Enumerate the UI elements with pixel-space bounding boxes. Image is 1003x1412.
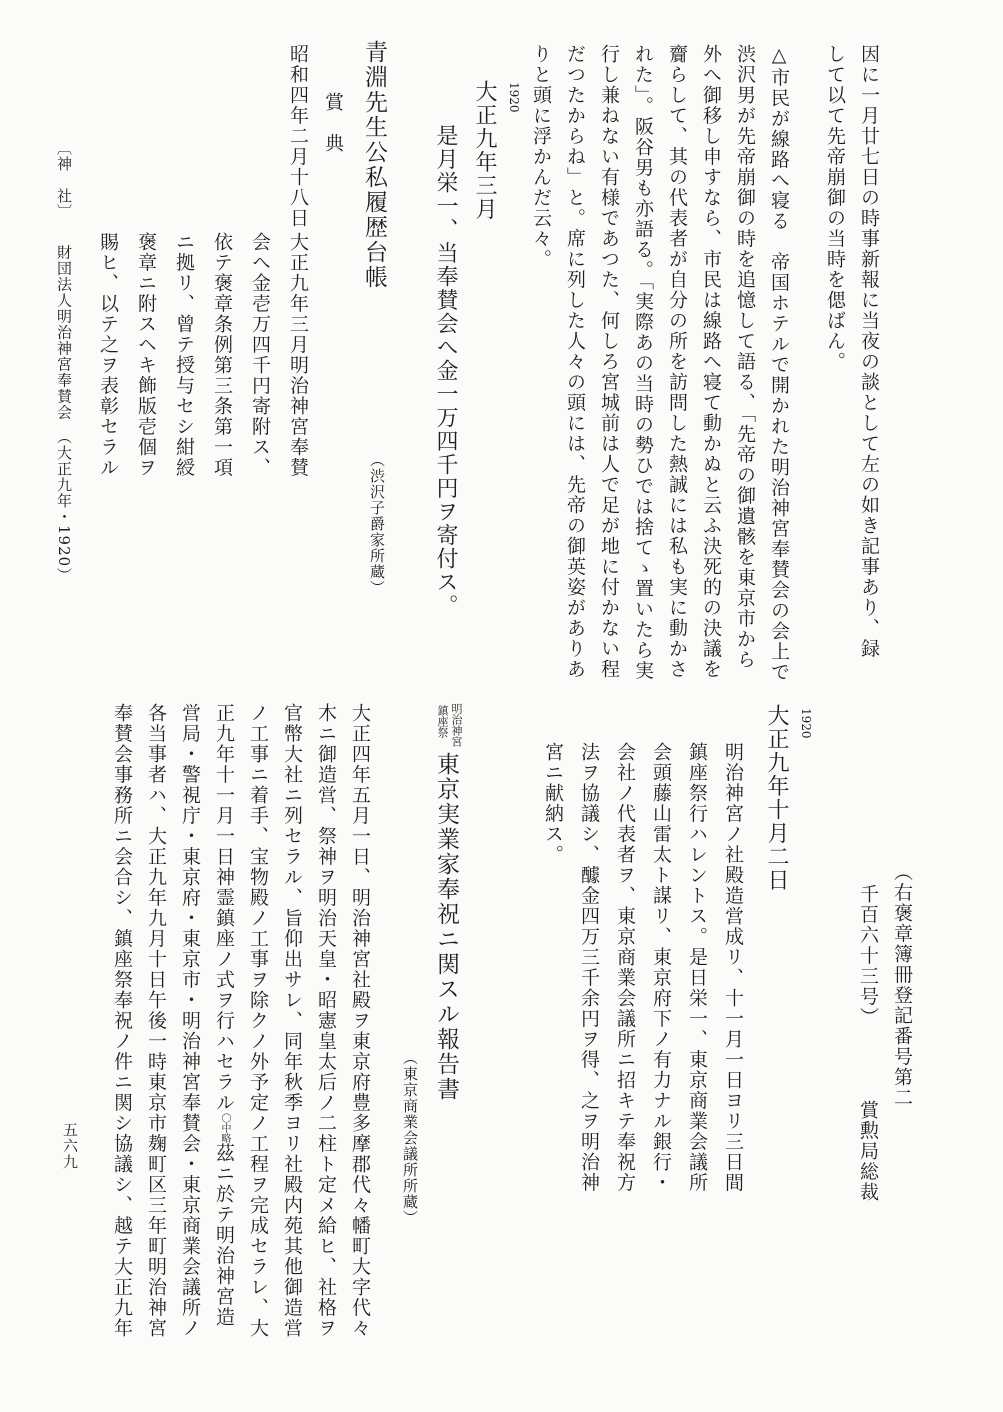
award-line-1: 大正九年三月明治神宮奉賛: [287, 232, 309, 478]
award-line-2: 会へ金壱万四千円寄附ス、: [249, 232, 271, 478]
article-line-7: だつたからね」と。席に列した人々の頭には、先帝の御英姿がありあ: [564, 44, 586, 680]
entry-2-year: 1920: [799, 708, 813, 739]
report-title-ruby-1: 明治神宮: [450, 703, 463, 747]
entry-1-date: 大正九年三月: [472, 80, 497, 221]
page-number: 五六九: [61, 1122, 79, 1170]
entry-2-line-6: 宮ニ献納ス。: [542, 742, 564, 865]
entry-2-line-1: 明治神宮ノ社殿造営成リ、十一月一日ヨリ三日間: [722, 742, 744, 1193]
award-line-5: 褒章ニ附スヘキ飾版壱個ヲ: [135, 232, 157, 478]
report-title: 東京実業家奉祝ニ関スル報告書: [433, 752, 459, 1102]
article-line-5: れた」。阪谷男も亦語る。「実際あの当時の勢ひでは捨てゝ置いたら実: [632, 44, 654, 681]
entry-2-date: 大正九年十月二日: [764, 704, 789, 892]
article-line-1: △市民が線路へ寝る 帝国ホテルで開かれた明治神宮奉賛会の会上で: [768, 44, 790, 683]
paragraph-intro-line-1: 因に一月廿七日の時事新報に当夜の談として左の如き記事あり、録: [858, 44, 880, 659]
report-line-2: 木ニ御造営、祭神ヲ明治天皇・昭憲皇太后ノ二柱ト定メ給ヒ、社格ヲ: [315, 703, 337, 1339]
award-line-3: 依テ褒章条例第三条第一項: [211, 232, 233, 478]
report-line-7: 各当事者ハ、大正九年九月十日午後一時東京市麹町区三年町明治神宮: [145, 703, 167, 1339]
article-line-8: りと頭に浮かんだ云々。: [530, 44, 552, 270]
register-line-2: 千百六十三号） 賞勲局総裁: [857, 884, 879, 1203]
award-line-4: ニ拠リ、曾テ授与セシ紺綬: [173, 232, 195, 478]
report-line-4: ノ工事ニ着手、宝物殿ノ工事ヲ除クノ外予定ノ工程ヲ完成セラレ、大: [247, 703, 269, 1339]
omission-note: 〇中略: [219, 1113, 230, 1143]
report-line-6: 営局・警視庁・東京府・東京市・明治神宮奉賛会・東京商業会議所ノ: [179, 703, 201, 1339]
report-title-ruby-2: 鎮座祭: [436, 705, 449, 738]
report-line-5: [207, 703, 241, 1328]
report-line-1: 大正四年五月一日、明治神宮社殿ヲ東京府豊多摩郡代々幡町大字代々: [349, 703, 371, 1339]
article-line-6: 行し兼ねない有様であつた、何しろ宮城前は人で足が地に付かない程: [598, 44, 620, 680]
running-footer: 〔神 社〕 財団法人明治神宮奉賛会 （大正九年・1920）: [55, 140, 73, 584]
article-line-2: 渋沢男が先帝崩御の時を追憶して語る、「先帝の御遺骸を東京市から: [734, 44, 756, 670]
award-line-6: 賜ヒ、以テ之ヲ表彰セラル: [97, 232, 119, 478]
report-line-5a: 正九年十一月一日神霊鎮座ノ式ヲ行ハセラル: [213, 703, 235, 1113]
report-holder: （東京商業会議所所蔵）: [401, 1050, 419, 1226]
source-holder: （渋沢子爵家所蔵）: [368, 452, 386, 596]
entry-2-line-3: 会頭藤山雷太ト謀リ、東京府下ノ有力ナル銀行・: [650, 742, 672, 1193]
award-label: 賞 典: [322, 92, 344, 154]
entry-1-text: 是月栄一、当奉賛会へ金一万四千円ヲ寄付ス。: [433, 124, 458, 618]
entry-2-line-5: 法ヲ協議シ、醵金四万三千余円ヲ得、之ヲ明治神: [578, 742, 600, 1193]
report-line-3: 官幣大社ニ列セラル、旨仰出サレ、同年秋季ヨリ社殿内苑其他御造営: [281, 703, 303, 1339]
entry-2-line-4: 会社ノ代表者ヲ、東京商業会議所ニ招キテ奉祝方: [614, 742, 636, 1193]
source-title: 青淵先生公私履歴台帳: [361, 40, 387, 290]
register-line-1: （右褒章簿冊登記番号第二: [891, 862, 913, 1108]
report-line-5b: 茲ニ於テ明治神宮造: [213, 1143, 235, 1328]
award-date: 昭和四年二月十八日: [287, 44, 309, 229]
article-line-4: 齎らして、其の代表者が自分の所を訪問した熱誠には私も実に動かさ: [666, 44, 688, 680]
paragraph-intro-line-2: して以て先帝崩御の当時を偲ばん。: [824, 44, 846, 372]
report-line-8: 奉賛会事務所ニ会合シ、鎮座祭奉祝ノ件ニ関シ協議シ、越テ大正九年: [111, 703, 133, 1339]
entry-1-year: 1920: [507, 82, 521, 113]
article-line-3: 外へ御移し申すなら、市民は線路へ寝て動かぬと云ふ決死的の決議を: [700, 44, 722, 680]
entry-2-line-2: 鎮座祭行ハレントス。是日栄一、東京商業会議所: [686, 742, 708, 1193]
